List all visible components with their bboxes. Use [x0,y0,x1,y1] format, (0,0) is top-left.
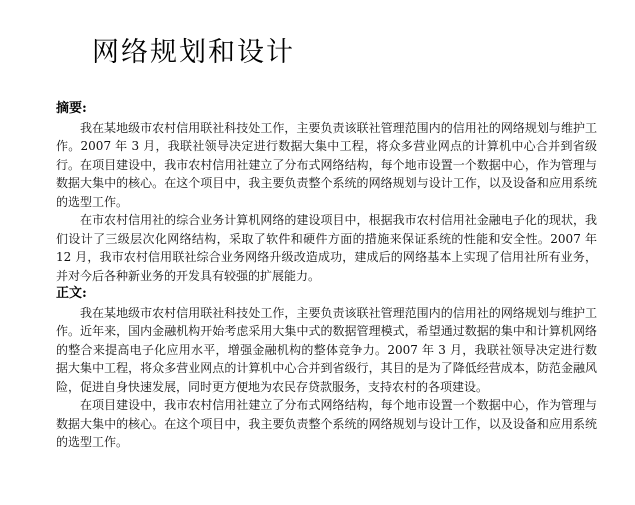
document-title: 网络规划和设计 [92,37,295,68]
abstract-heading: 摘要: [56,101,87,116]
abstract-section [56,100,597,285]
body-section [56,285,597,452]
abstract-paragraph-1: 我在某地级市农村信用联社科技处工作，主要负责该联社管理范围内的信用社的网络规划与维护工作。2007 年 3 月，我联社领导决定进行数据大集中工程，将众多营业网点的计算机中心合并到省级行。在项目建设中，我市农村信用社建立了分布式网络结构，每个地市设置一个数据中心，作为管理与数据大集中的核心。在这个项目中，我主要负责整个系统的网络规划与设计工作，以及设备和应用系统的选型工作。 [56,120,597,209]
abstract-paragraph-2: 在市农村信用社的综合业务计算机网络的建设项目中，根据我市农村信用社金融电子化的现状，我们设计了三级层次化网络结构，采取了软件和硬件方面的措施来保证系统的性能和安全性。2007 年 12 月，我市农村信用联社综合业务网络升级改造成功，建成后的网络基本上实现了信用社所有业务，并对今后各种新业务的开发具有较强的扩展能力。 [56,213,597,283]
body-paragraph-2: 在项目建设中，我市农村信用社建立了分布式网络结构，每个地市设置一个数据中心，作为管理与数据大集中的核心。在这个项目中，我主要负责整个系统的网络规划与设计工作，以及设备和应用系统的选型工作。 [56,398,597,449]
body-heading: 正文: [56,286,87,301]
body-paragraph-1: 我在某地级市农村信用联社科技处工作，主要负责该联社管理范围内的信用社的网络规划与维护工作。近年来，国内金融机构开始考虑采用大集中式的数据管理模式，希望通过数据的集中和计算机网络的整合来提高电子化应用水平，增强金融机构的整体竞争力。2007 年 3 月，我联社领导决定进行数据大集中工程，将众多营业网点的计算机中心合并到省级行，其目的是为了降低经营成本，防范金融风险，促进自身快速发展，同时更方便地为农民存贷款服务，支持农村的各项建设。 [56,305,597,394]
